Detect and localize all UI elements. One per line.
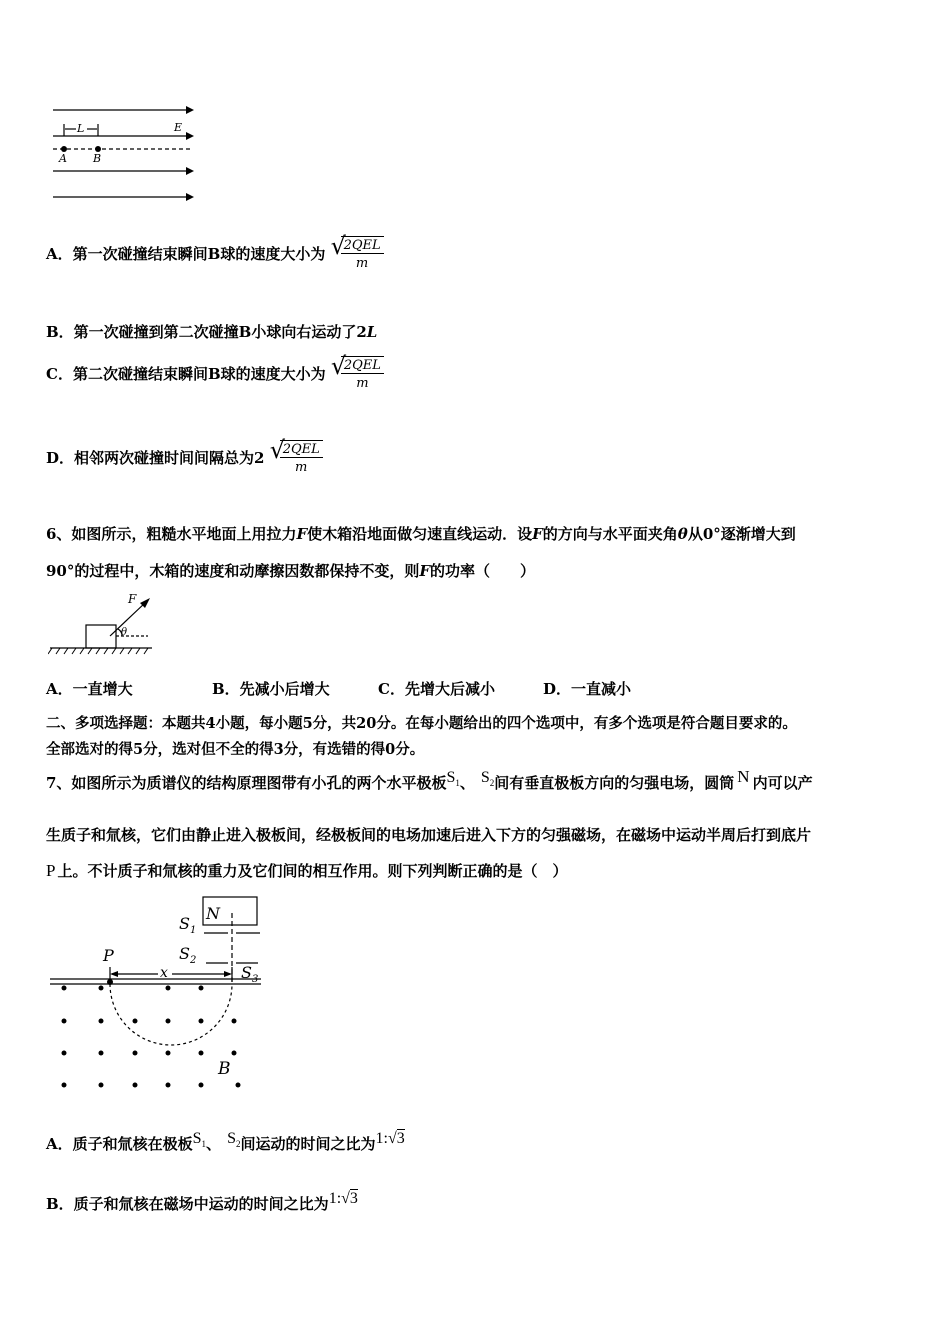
label-theta: θ bbox=[121, 627, 128, 638]
option-6b: B．先减小后增大 bbox=[212, 680, 330, 698]
option-7a: A．质子和氚核在极板$S_1$、 $S_2$间运动的时间之比为1:√3 bbox=[46, 1130, 405, 1153]
label-B: B bbox=[93, 152, 102, 165]
label-E: E bbox=[174, 121, 183, 134]
question-6-line2: 90°的过程中，木箱的速度和动摩擦因数都保持不变，则F的功率（ ） bbox=[46, 562, 536, 580]
label-B: B bbox=[218, 1059, 231, 1079]
question-7-line2: 生质子和氚核，它们由静止进入极板间，经极板间的电场加速后进入下方的匀强磁场，在磁场中运动半周后打到底片 bbox=[46, 826, 812, 844]
label-N: N bbox=[206, 904, 220, 923]
option-6c: C．先增大后减小 bbox=[378, 680, 495, 698]
field-diagram bbox=[48, 100, 200, 205]
question-7-line1: 7、如图所示为质谱仪的结构原理图带有小孔的两个水平极板$S_1$、 $S_2$间有垂直极板方向的匀强电场，圆筒 N 内可以产 bbox=[46, 767, 813, 792]
label-A: A bbox=[59, 152, 67, 165]
label-x: x bbox=[160, 965, 168, 981]
option-5b: B．第一次碰撞到第二次碰撞B小球向右运动了2L bbox=[46, 323, 378, 341]
label-L: L bbox=[77, 122, 85, 135]
section-2-heading: 二、多项选择题：本题共4小题，每小题5分，共20分。在每小题给出的四个选项中，有多个选项是符合题目要求的。 bbox=[46, 715, 797, 732]
box-diagram bbox=[48, 590, 158, 658]
option-6d: D．一直减小 bbox=[543, 680, 632, 698]
label-P: P bbox=[103, 946, 114, 965]
label-S1: $S_1$ bbox=[179, 914, 197, 936]
label-S2: $S_2$ bbox=[179, 944, 197, 966]
question-6-line1: 6、如图所示，粗糙水平地面上用拉力F使木箱沿地面做匀速直线运动．设F的方向与水平面夹角θ从0°逐渐增大到 bbox=[46, 525, 796, 543]
label-F: F bbox=[128, 592, 137, 606]
option-6a: A．一直增大 bbox=[46, 680, 133, 698]
option-7b: B．质子和氚核在磁场中运动的时间之比为1:√3 bbox=[46, 1190, 358, 1213]
option-5d: D．相邻两次碰撞时间间隔总为2 √ $\frac{\text{2QEL}}{m}$ bbox=[46, 440, 323, 475]
option-5a: A．第一次碰撞结束瞬间B球的速度大小为 √ $\frac{\text{2QEL}}{m}$ bbox=[46, 236, 384, 271]
label-S3: $S_3$ bbox=[241, 963, 259, 985]
section-2-instruction: 全部选对的得5分，选对但不全的得3分，有选错的得0分。 bbox=[46, 741, 425, 758]
question-7-line3: P 上。不计质子和氚核的重力及它们间的相互作用。则下列判断正确的是（ ） bbox=[46, 861, 568, 880]
sqrt-expr: √ $\frac{\text{2QEL}}{m}$ bbox=[331, 236, 384, 271]
mass-spectrometer-diagram bbox=[46, 893, 271, 1093]
option-5c: C．第二次碰撞结束瞬间B球的速度大小为 √ $\frac{\text{2QEL}}{m}$ bbox=[46, 356, 384, 391]
